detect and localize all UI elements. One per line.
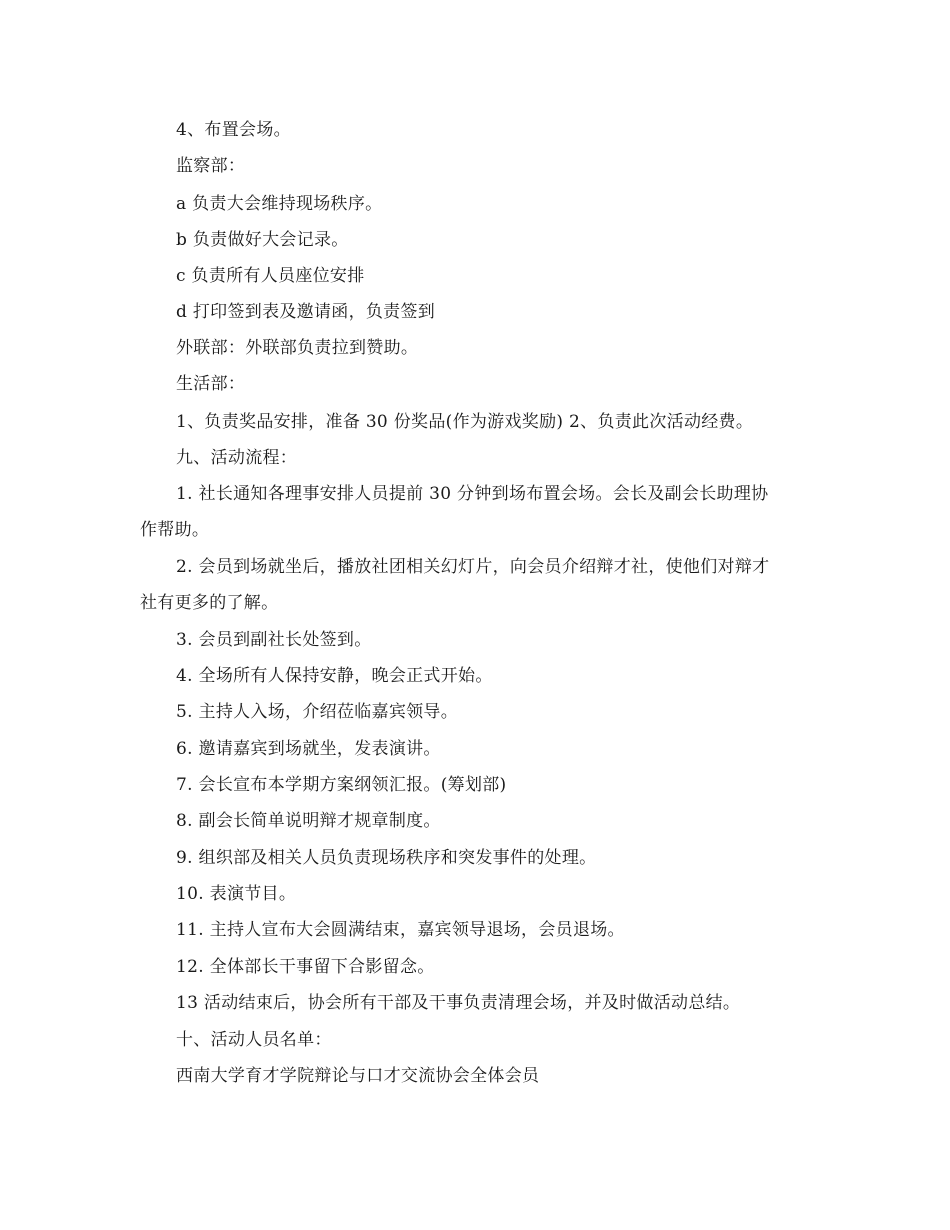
text-line: 1. 社长通知各理事安排人员提前 30 分钟到场布置会场。会长及副会长助理协 bbox=[176, 484, 769, 504]
text-line: 2. 会员到场就坐后，播放社团相关幻灯片，向会员介绍辩才社，使他们对辩才 bbox=[176, 557, 770, 577]
text-line: 12. 全体部长干事留下合影留念。 bbox=[176, 957, 435, 977]
text-line: b 负责做好大会记录。 bbox=[176, 230, 349, 250]
text-line: 7. 会长宣布本学期方案纲领汇报。(筹划部) bbox=[176, 775, 507, 795]
text-line: 生活部： bbox=[176, 374, 246, 394]
text-line: 西南大学育才学院辩论与口才交流协会全体会员 bbox=[176, 1066, 540, 1086]
text-line: 监察部： bbox=[176, 156, 246, 176]
text-line: 8. 副会长简单说明辩才规章制度。 bbox=[176, 811, 441, 831]
text-line: 4、布置会场。 bbox=[176, 120, 291, 140]
text-line: d 打印签到表及邀请函，负责签到 bbox=[176, 302, 436, 322]
text-line: 11. 主持人宣布大会圆满结束，嘉宾领导退场，会员退场。 bbox=[176, 920, 625, 940]
text-line: 13 活动结束后，协会所有干部及干事负责清理会场，并及时做活动总结。 bbox=[176, 993, 741, 1013]
text-line: 4. 全场所有人保持安静，晚会正式开始。 bbox=[176, 666, 493, 686]
text-line: 6. 邀请嘉宾到场就坐，发表演讲。 bbox=[176, 739, 441, 759]
text-line: 5. 主持人入场，介绍莅临嘉宾领导。 bbox=[176, 702, 459, 722]
text-line: 1、负责奖品安排，准备 30 份奖品(作为游戏奖励) 2、负责此次活动经费。 bbox=[176, 412, 754, 432]
section-heading: 十、活动人员名单： bbox=[176, 1030, 332, 1050]
text-line: a 负责大会维持现场秩序。 bbox=[176, 194, 383, 214]
text-line: 10. 表演节目。 bbox=[176, 884, 297, 904]
section-heading: 九、活动流程： bbox=[176, 448, 298, 468]
text-line: c 负责所有人员座位安排 bbox=[176, 266, 365, 286]
text-line: 9. 组织部及相关人员负责现场秩序和突发事件的处理。 bbox=[176, 848, 597, 868]
text-line: 3. 会员到副社长处签到。 bbox=[176, 630, 372, 650]
text-line: 作帮助。 bbox=[140, 520, 210, 540]
text-line: 外联部：外联部负责拉到赞助。 bbox=[176, 338, 419, 358]
text-line: 社有更多的了解。 bbox=[140, 593, 279, 613]
